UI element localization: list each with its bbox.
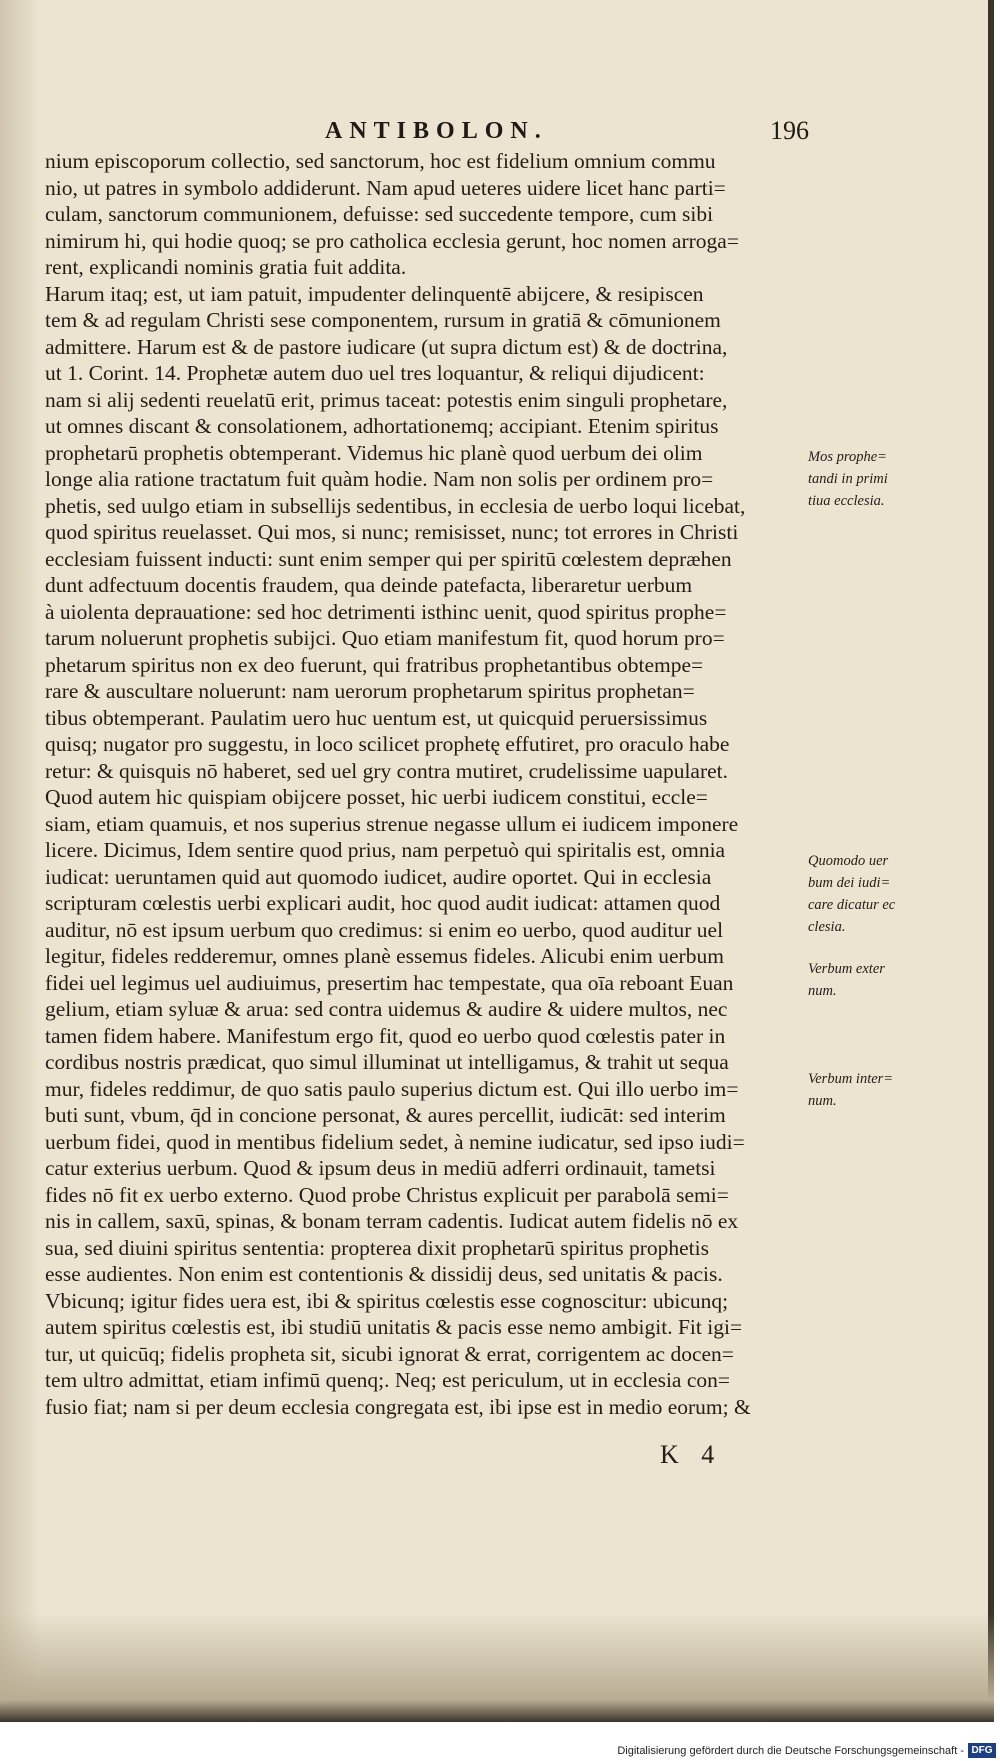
text-line: quod spiritus reuelasset. Qui mos, si nunc; remisisset, nunc; tot errores in Christi xyxy=(45,520,739,544)
footer-credit: Digitalisierung gefördert durch die Deutsche Forschungsgemeinschaft - xyxy=(617,1745,964,1757)
page-bottom-shadow xyxy=(0,1612,994,1722)
text-line: ut omnes discant & consolationem, adhortationemq; accipiant. Etenim spiritus xyxy=(45,414,719,438)
margin-note-verbum-externum: Verbum exter num. xyxy=(808,961,885,999)
text-line: scripturam cœlestis uerbi explicari audit, hoc quod audit iudicat: attamen quod xyxy=(45,891,721,915)
text-line: rent, explicandi nominis gratia fuit addita. xyxy=(45,255,407,279)
text-line: nam si alij sedenti reuelatū erit, primus taceat: potestis enim singuli prophetare, xyxy=(45,387,728,412)
text-line: esse audientes. Non enim est contentionis & dissidij deus, sed unitatis & pacis. xyxy=(45,1262,723,1286)
page-number: 196 xyxy=(770,116,809,145)
dfg-logo-icon: DFG xyxy=(968,1743,996,1758)
text-line: nio, ut patres in symbolo addiderunt. Nam apud ueteres uidere licet hanc parti= xyxy=(45,175,726,200)
text-line: à uiolenta deprauatione: sed hoc detrimenti isthinc uenit, quod spiritus prophe= xyxy=(45,599,727,624)
text-line: sua, sed diuini spiritus sententia: propterea dixit prophetarū spiritus prophetis xyxy=(45,1235,709,1260)
text-line: mur, fideles reddimur, de quo satis paulo superius dictum est. Qui illo uerbo im= xyxy=(45,1076,739,1101)
margin-note-verbum-internum: Verbum inter= num. xyxy=(808,1071,894,1109)
margin-note-quomodo: Quomodo uer bum dei iudi= care dicatur ec clesia. xyxy=(808,853,896,935)
text-line: tamen fidem habere. Manifestum ergo fit, quod eo uerbo quod cœlestis pater in xyxy=(45,1023,726,1048)
text-line: prophetarū prophetis obtemperant. Videmus hic planè quod uerbum dei olim xyxy=(45,440,703,465)
text-line: gelium, etiam syluæ & arua: sed contra uidemus & audire & uidere multos, nec xyxy=(45,997,728,1021)
text-line: phetarum spiritus non ex deo fuerunt, qui fratribus prophetantibus obtempe= xyxy=(45,652,704,677)
body-text xyxy=(45,148,805,1420)
text-line: tarum noluerunt prophetis subijci. Quo etiam manifestum fit, quod horum pro= xyxy=(45,626,725,650)
text-line: tem & ad regulam Christi sese componentem, rursum in gratiā & cōmunionem xyxy=(45,308,721,332)
text-line: fusio fiat; nam si per deum ecclesia congregata est, ibi ipse est in medio eorum; & xyxy=(45,1394,751,1419)
text-line: Quod autem hic quispiam obijcere posset, hic uerbi iudicem constitui, eccle= xyxy=(45,785,708,809)
text-line: tibus obtemperant. Paulatim uero huc uentum est, ut quicquid peruersissimus xyxy=(45,705,708,730)
text-line: licere. Dicimus, Idem sentire quod prius, nam perpetuò qui spiritalis est, omnia xyxy=(45,838,726,862)
text-line: iudicat: ueruntamen quid aut quomodo iudicet, audire oportet. Qui in ecclesia xyxy=(45,864,712,889)
text-line: nis in callem, saxū, spinas, & bonam terram cadentis. Iudicat autem fidelis nō ex xyxy=(45,1209,739,1233)
text-line: autem spiritus cœlestis est, ibi studiū unitatis & pacis esse nemo ambigit. Fit igi= xyxy=(45,1315,743,1339)
text-line: phetis, sed uulgo etiam in subsellijs sedentibus, in ecclesia de uerbo loqui licebat, xyxy=(45,493,746,518)
text-line: catur exterius uerbum. Quod & ipsum deus in mediū adferri ordinauit, tametsi xyxy=(45,1156,716,1180)
text-line: Harum itaq; est, ut iam patuit, impudenter delinquentē abijcere, & resipiscen xyxy=(45,281,704,306)
text-line: culam, sanctorum communionem, defuisse: sed succedente tempore, cum sibi xyxy=(45,202,714,226)
margin-note-mos-prophetandi: Mos prophe= tandi in primi tiua ecclesia. xyxy=(808,449,888,509)
text-line: nium episcoporum collectio, sed sanctorum, hoc est fidelium omnium commu xyxy=(45,149,716,173)
text-line: siam, etiam quamuis, et nos superius strenue negasse ullum ei iudicem imponere xyxy=(45,811,739,836)
text-line: fides nō fit ex uerbo externo. Quod probe Christus explicuit per parabolā semi= xyxy=(45,1182,729,1207)
text-line: buti sunt, vbum, q̄d in concione personat, & aures percellit, iudicāt: sed interim xyxy=(45,1103,726,1127)
text-line: nimirum hi, qui hodie quoq; se pro catholica ecclesia gerunt, hoc nomen arroga= xyxy=(45,228,739,253)
text-line: quisq; nugator pro suggestu, in loco scilicet prophetę effutiret, pro oraculo habe xyxy=(45,732,730,756)
text-line: fidei uel legimus uel audiuimus, presertim hac tempestate, qua oīa reboant Euan xyxy=(45,970,734,995)
text-line: tem ultro admittat, etiam infimū quenq;. Neq; est periculum, ut in ecclesia con= xyxy=(45,1368,731,1392)
text-line: dunt adfectuum docentis fraudem, qua deinde patefacta, liberaretur uerbum xyxy=(45,573,693,597)
page-gutter-shadow xyxy=(0,0,40,1722)
text-line: cordibus nostris prædicat, quo simul illuminat ut intelligamus, & trahit ut sequa xyxy=(45,1050,729,1074)
signature-mark: K 4 xyxy=(660,1440,723,1469)
text-line: Vbicunq; igitur fides uera est, ibi & spiritus cœlestis esse cognoscitur: ubicunq; xyxy=(45,1288,729,1313)
text-line: retur: & quisquis nō haberet, sed uel gry contra mutiret, crudelissime uapularet. xyxy=(45,758,729,783)
text-line: tur, ut quicūq; fidelis propheta sit, sicubi ignorat & errat, corrigentem ac docen= xyxy=(45,1341,734,1366)
text-line: auditur, nō est ipsum uerbum quo credimus: si enim eo uerbo, quod auditur uel xyxy=(45,917,724,942)
text-line: longe alia ratione tractatum fuit quàm hodie. Nam non solis per ordinem pro= xyxy=(45,467,714,491)
text-line: ut 1. Corint. 14. Prophetæ autem duo uel tres loquantur, & reliqui dijudicent: xyxy=(45,361,705,385)
text-line: rare & auscultare noluerunt: nam uerorum prophetarum spiritus prophetan= xyxy=(45,679,695,703)
running-head: ANTIBOLON. xyxy=(325,118,548,144)
text-line: uerbum fidei, quod in mentibus fidelium sedet, à nemine iudicatur, sed ipso iudi= xyxy=(45,1129,745,1154)
text-line: legitur, fideles redderemur, omnes planè essemus fideles. Alicubi enim uerbum xyxy=(45,944,724,968)
text-line: admittere. Harum est & de pastore iudicare (ut supra dictum est) & de doctrina, xyxy=(45,334,728,359)
text-line: ecclesiam fuissent inducti: sunt enim semper qui per spiritū cœlestem depræhen xyxy=(45,546,732,571)
